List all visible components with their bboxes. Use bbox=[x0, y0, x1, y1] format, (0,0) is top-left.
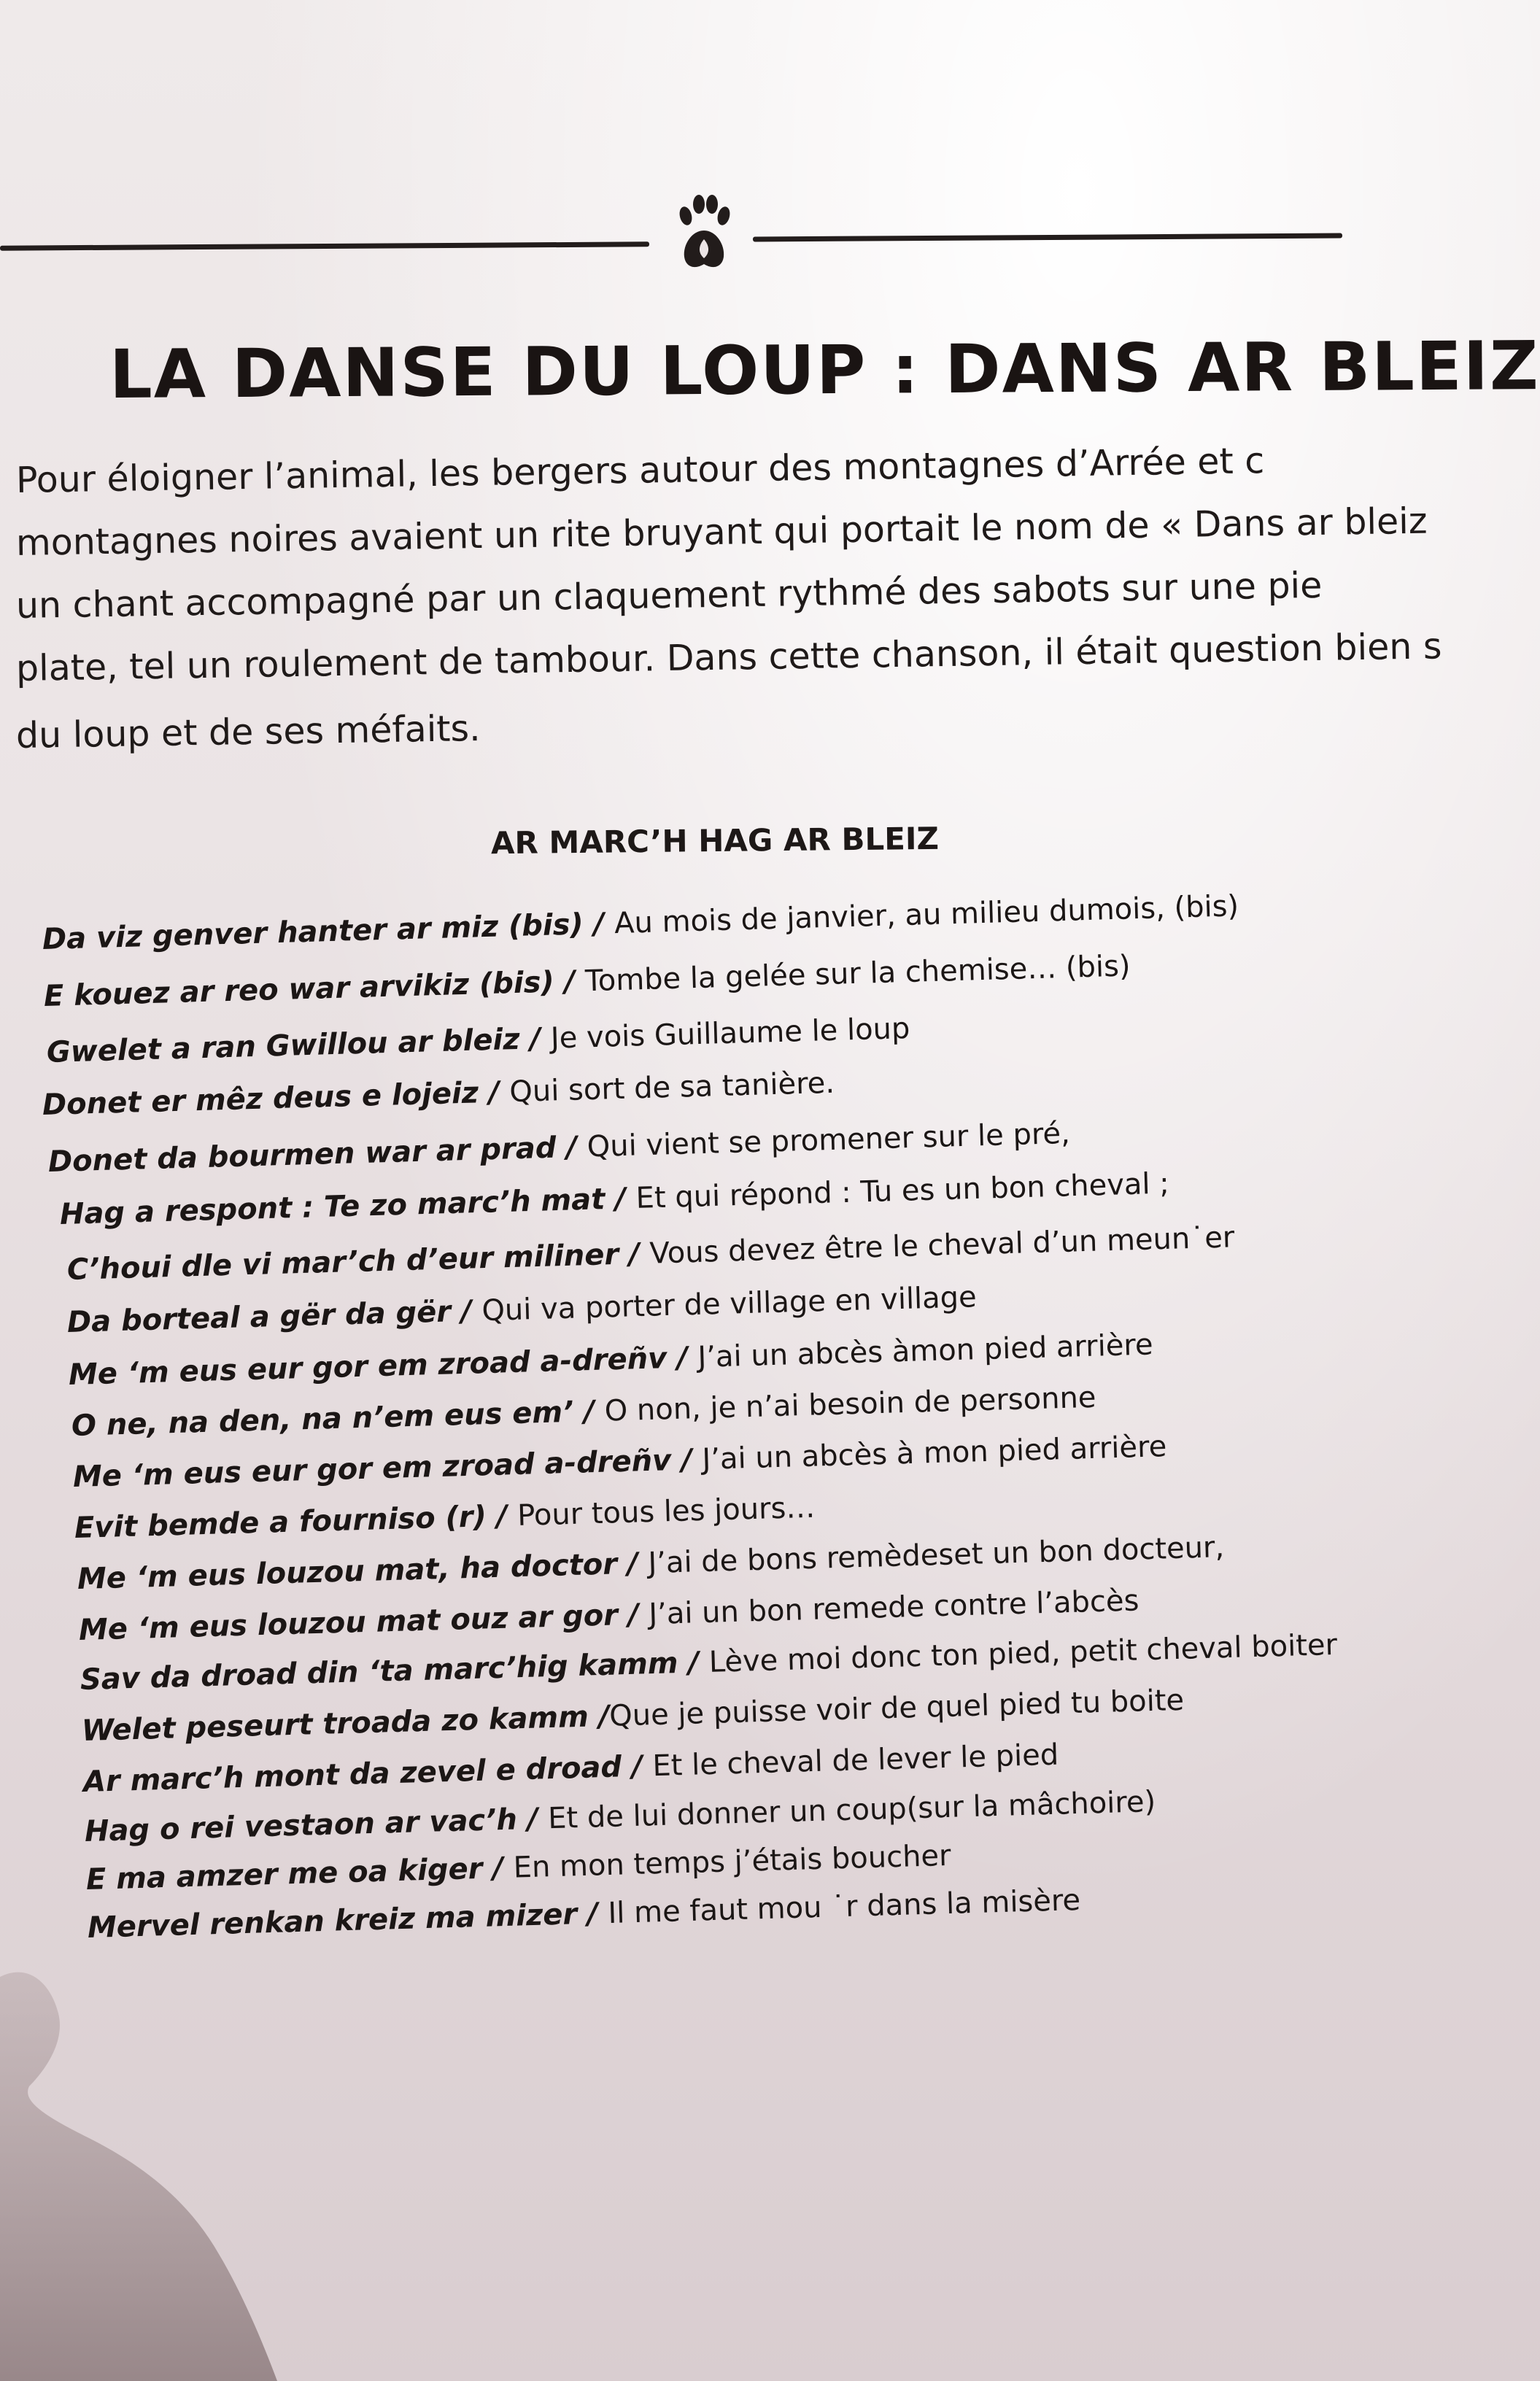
lyric-line bbox=[85, 1839, 951, 1897]
lyric-french: Et qui répond : Tu es un bon cheval ; bbox=[635, 1166, 1170, 1215]
lyric-breton: Me ‘m eus louzou mat ouz ar gor / bbox=[78, 1598, 650, 1647]
lyric-french: Je vois Guillaume le loup bbox=[550, 1011, 910, 1056]
lyric-breton: Hag o rei vestaon ar vac’h / bbox=[84, 1802, 549, 1848]
lyric-line bbox=[42, 889, 1239, 956]
lyric-french: J’ai de bons remèdeset un bon docteur, bbox=[647, 1530, 1225, 1581]
lyric-breton: Mervel renkan kreiz ma mizer / bbox=[87, 1897, 609, 1945]
lyric-line bbox=[42, 1066, 835, 1122]
lyric-line bbox=[47, 1117, 1070, 1179]
intro-line: Pour éloigner l’animal, les bergers autour des montagnes d’Arrée et c bbox=[15, 440, 1265, 501]
lyric-french: En mon temps j’étais boucher bbox=[513, 1838, 952, 1885]
lyric-line bbox=[59, 1167, 1169, 1231]
lyric-breton: Me ‘m eus eur gor em zroad a-dreñv / bbox=[72, 1442, 703, 1494]
lyric-french: Que je puisse voir de quel pied tu boite bbox=[608, 1683, 1185, 1733]
lyric-line bbox=[87, 1883, 1080, 1945]
lyric-french: Tombe la gelée sur la chemise… (bis) bbox=[584, 949, 1131, 999]
lyric-breton: Da borteal a gër da gër / bbox=[66, 1294, 483, 1339]
lyric-french: J’ai un abcès à mon pied arrière bbox=[701, 1430, 1167, 1476]
lyric-line bbox=[81, 1684, 1184, 1748]
lyric-french: J’ai un abcès àmon pied arrière bbox=[697, 1328, 1154, 1374]
lyric-breton: Me ‘m eus eur gor em zroad a-dreñv / bbox=[68, 1340, 699, 1392]
lyric-breton: Gwelet a ran Gwillou ar bleiz / bbox=[46, 1021, 552, 1069]
lyric-line bbox=[72, 1430, 1166, 1494]
lyric-breton: Donet da bourmen war ar prad / bbox=[47, 1130, 588, 1179]
song-title: AR MARC’H HAG AR BLEIZ bbox=[490, 820, 940, 862]
lyric-french: Qui sort de sa tanière. bbox=[508, 1066, 835, 1110]
lyric-breton: Welet peseurt troada zo kamm / bbox=[81, 1699, 610, 1748]
lyric-french: Il me faut mou ˙r dans la misère bbox=[607, 1883, 1081, 1931]
lyric-french: Vous devez être le cheval d’un meun˙er bbox=[649, 1220, 1235, 1271]
lyric-french: Qui va porter de village en village bbox=[481, 1280, 978, 1328]
intro-line: du loup et de ses méfaits. bbox=[15, 708, 481, 756]
lyric-line bbox=[43, 949, 1131, 1013]
lyric-line bbox=[82, 1738, 1059, 1799]
lyric-french: J’ai un bon remede contre l’abcès bbox=[648, 1584, 1139, 1632]
lyric-french: Et le cheval de lever le pied bbox=[651, 1738, 1059, 1784]
intro-line: un chant accompagné par un claquement rythmé des sabots sur une pie bbox=[15, 564, 1323, 627]
lyric-breton: E ma amzer me oa kiger / bbox=[85, 1851, 514, 1897]
lyric-line bbox=[66, 1220, 1235, 1287]
lyric-breton: O ne, na den, na n’em eus em’ / bbox=[71, 1394, 605, 1443]
lyric-breton: Sav da droad din ‘ta marc’hig kamm / bbox=[80, 1645, 710, 1697]
lyric-line bbox=[71, 1381, 1096, 1443]
lyric-breton: Da viz genver hanter ar miz (bis) / bbox=[42, 907, 615, 956]
intro-line: montagnes noires avaient un rite bruyant qui portait le nom de « Dans ar bleiz bbox=[15, 500, 1428, 564]
lyric-french: O non, je n’ai besoin de personne bbox=[604, 1380, 1097, 1428]
lyric-french: Et de lui donner un coup(sur la mâchoire) bbox=[547, 1785, 1156, 1836]
lyric-breton: Donet er mêz deus e lojeiz / bbox=[42, 1075, 511, 1122]
lyric-french: Lève moi donc ton pied, petit cheval boiter bbox=[708, 1627, 1338, 1679]
lyric-line bbox=[68, 1328, 1153, 1392]
lyric-breton: Evit bemde a fourniso (r) / bbox=[74, 1499, 518, 1545]
intro-line: plate, tel un roulement de tambour. Dans cette chanson, il était question bien s bbox=[15, 625, 1442, 689]
lyric-line bbox=[66, 1280, 977, 1339]
lyric-breton: Ar marc’h mont da zevel e droad / bbox=[82, 1749, 654, 1799]
lyric-breton: C’houi dle vi mar’ch d’eur miliner / bbox=[66, 1236, 651, 1287]
lyric-french: Qui vient se promener sur le pré, bbox=[587, 1116, 1071, 1164]
page-title: LA DANSE DU LOUP : DANS AR BLEIZ bbox=[109, 327, 1540, 414]
lyric-line bbox=[74, 1491, 816, 1545]
lyric-line bbox=[84, 1785, 1156, 1848]
lyric-french: Pour tous les jours… bbox=[516, 1490, 816, 1533]
lyric-french: Au mois de janvier, au milieu dumois, (bis) bbox=[614, 889, 1239, 941]
lyric-line bbox=[46, 1012, 910, 1069]
lyric-breton: Me ‘m eus louzou mat, ha doctor / bbox=[77, 1546, 649, 1596]
lyric-breton: Hag a respont : Te zo marc’h mat / bbox=[59, 1181, 637, 1231]
lyric-breton: E kouez ar reo war arvikiz (bis) / bbox=[43, 964, 586, 1013]
cast-shadow bbox=[0, 1962, 314, 2381]
